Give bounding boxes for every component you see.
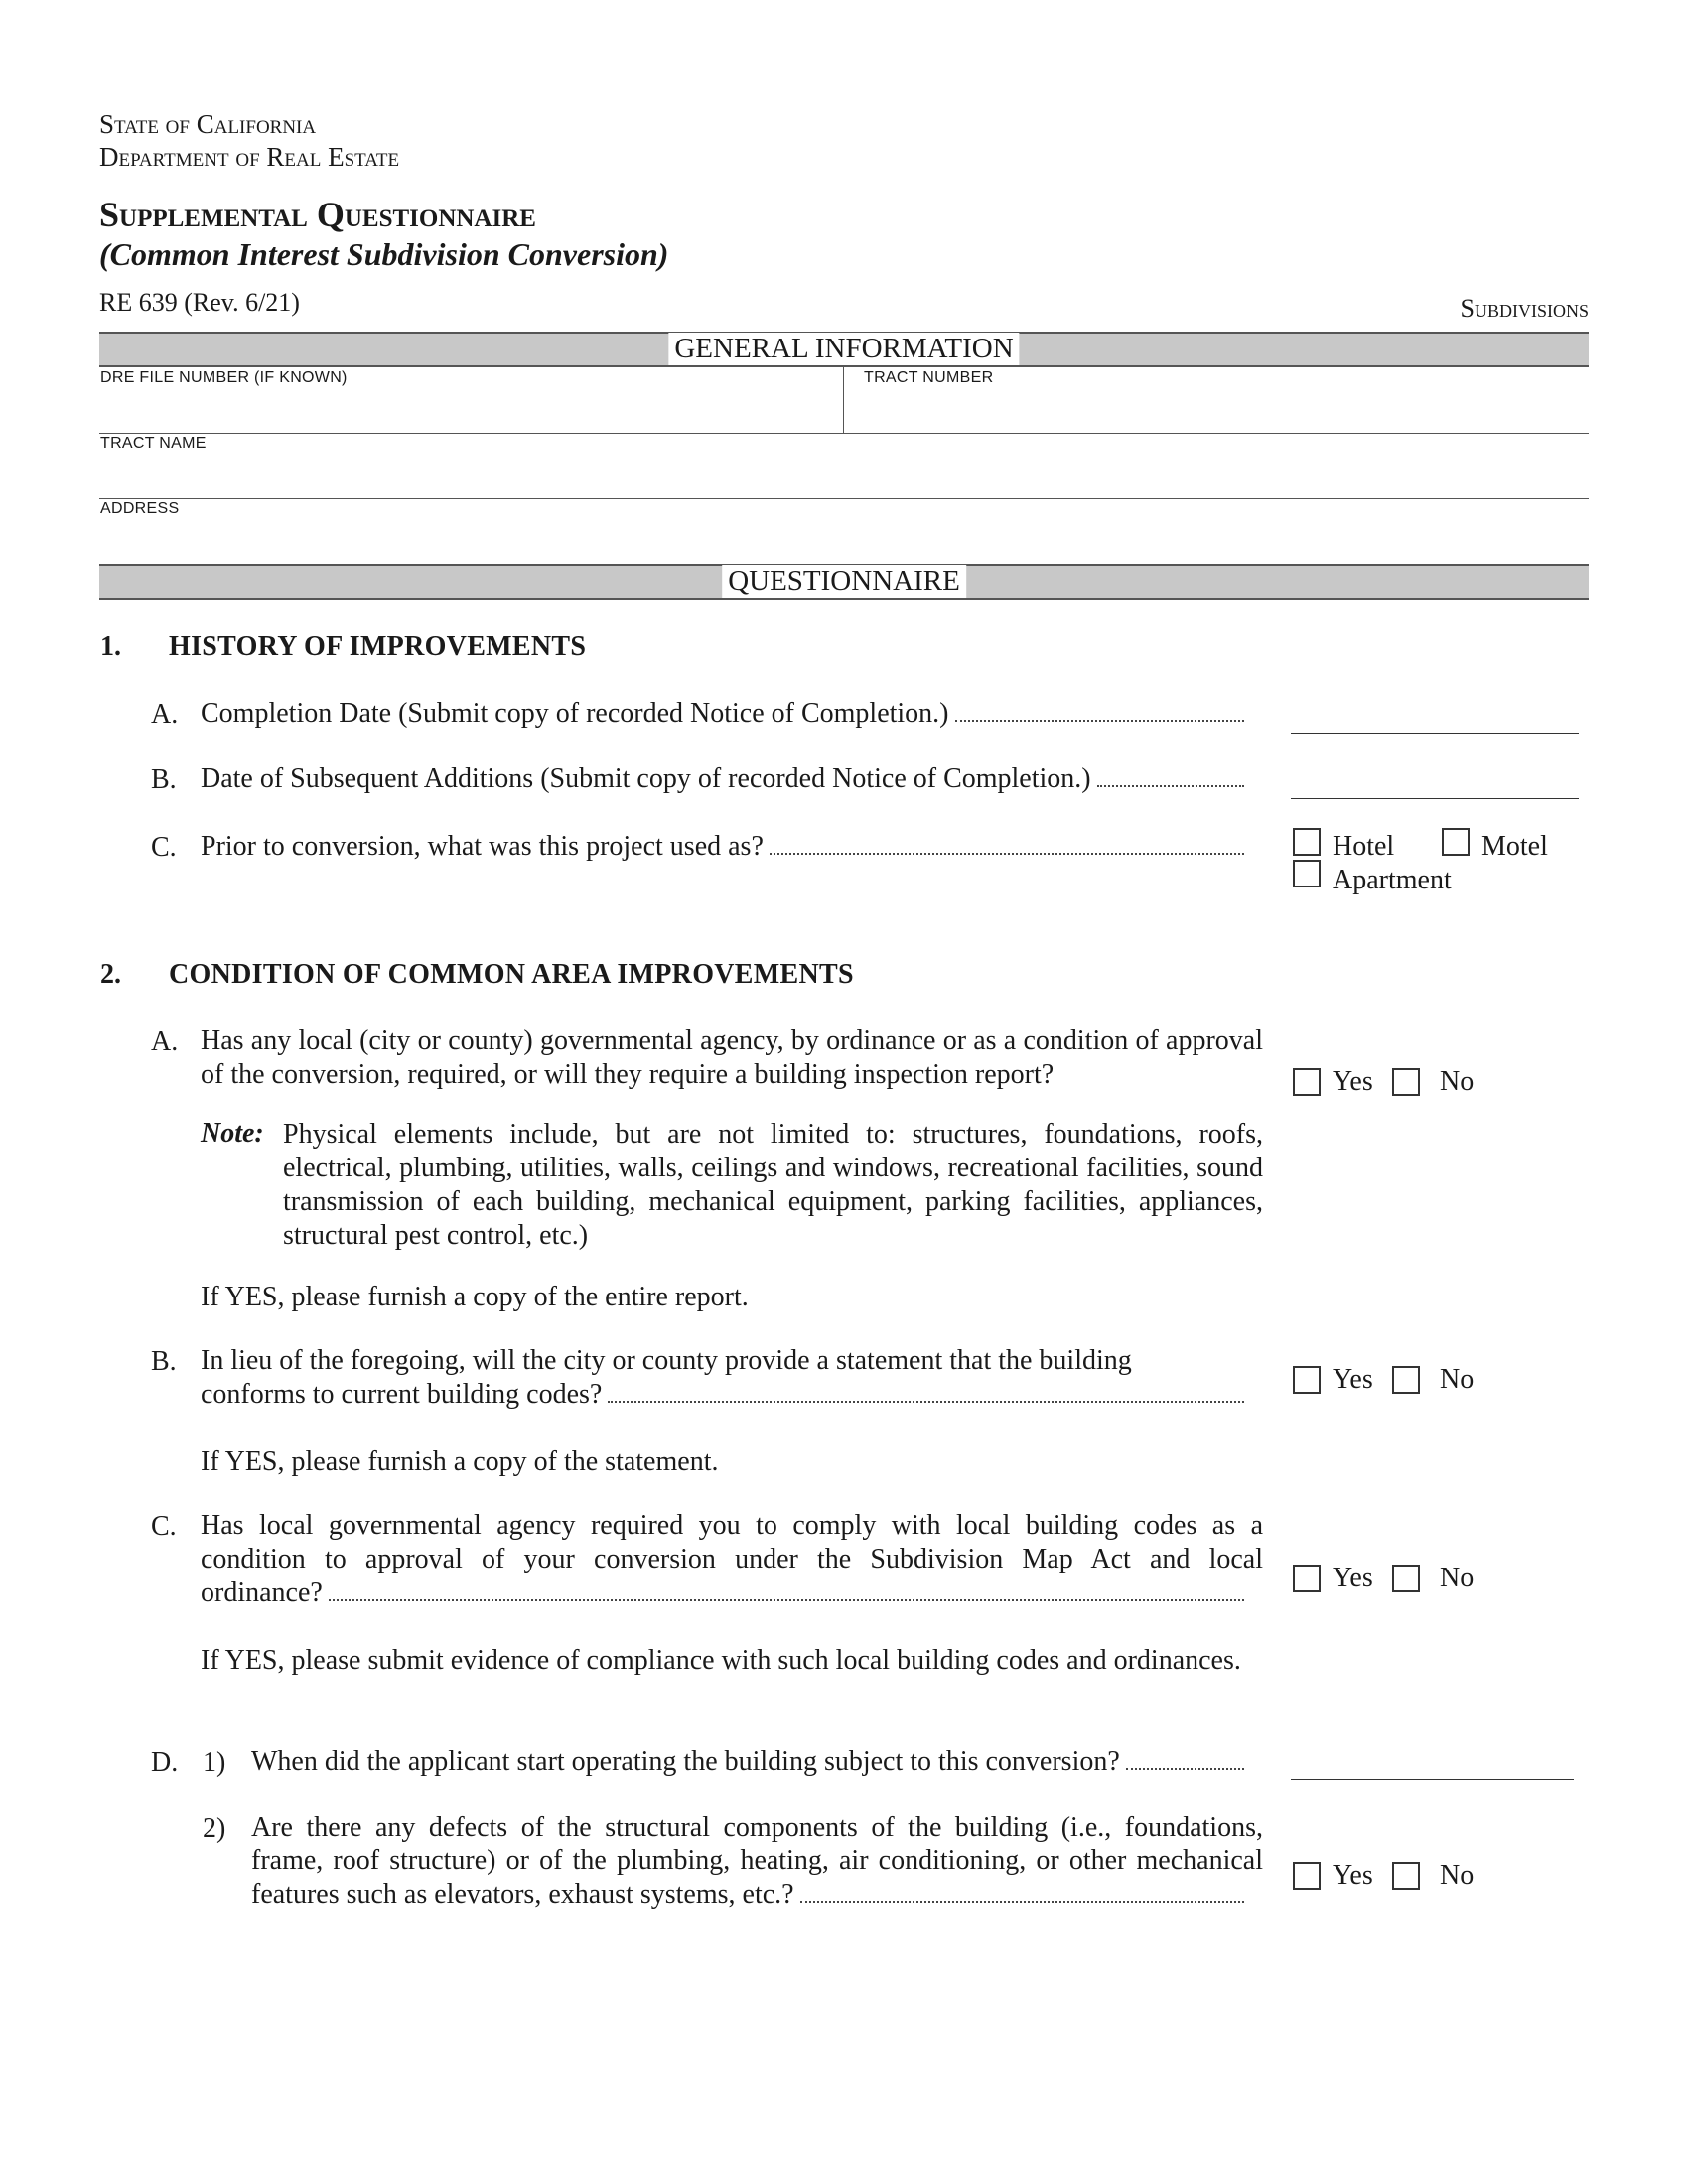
- operation-start-date-field[interactable]: [1291, 1779, 1574, 1780]
- department-name: Department of Real Estate: [99, 142, 400, 172]
- question-2d2-text: features such as elevators, exhaust systems, etc.?: [251, 1879, 794, 1910]
- question-2c-yes-label: Yes: [1333, 1563, 1373, 1593]
- question-2c-no-label: No: [1440, 1563, 1475, 1593]
- question-1b-text: Date of Subsequent Additions (Submit copy of recorded Notice of Completion.): [201, 763, 1091, 794]
- questionnaire-heading: QUESTIONNAIRE: [722, 565, 966, 598]
- question-2c-letter: C.: [151, 1511, 177, 1542]
- question-2d-letter: D.: [151, 1747, 179, 1778]
- form-subtitle: (Common Interest Subdivision Conversion): [99, 236, 669, 272]
- question-2b-no-checkbox[interactable]: [1392, 1366, 1420, 1394]
- apartment-label: Apartment: [1333, 865, 1452, 895]
- question-2a-yes-checkbox[interactable]: [1293, 1068, 1321, 1096]
- note-text: Physical elements include, but are not limited to: structures, foundations, roofs, electrical, plumbing, utilities, walls, ceilings and windows, recreational facilities, sound transmission of each building, mechanical equipment, parking facilities, appliances, structural pest control, etc.): [283, 1119, 1263, 1251]
- question-2d1-text: When did the applicant start operating the building subject to this conversion?: [251, 1746, 1120, 1777]
- question-1c-text: Prior to conversion, what was this project used as?: [201, 831, 764, 862]
- questionnaire-band: [99, 564, 1589, 600]
- question-2a-text: Has any local (city or county) governmental agency, by ordinance or as a condition of approval of the conversion, required, or will they require a building inspection report?: [201, 1025, 1263, 1090]
- form-number: RE 639 (Rev. 6/21): [99, 288, 300, 317]
- field-divider: [843, 366, 844, 433]
- question-2a-followup: If YES, please furnish a copy of the entire report.: [201, 1282, 749, 1312]
- section-1-number: 1.: [100, 631, 121, 662]
- dot-leader: [1126, 1768, 1244, 1770]
- section-2-number: 2.: [100, 959, 121, 990]
- question-2c-no-checkbox[interactable]: [1392, 1565, 1420, 1592]
- dot-leader: [955, 720, 1245, 722]
- divider: [99, 433, 1589, 434]
- dot-leader: [770, 853, 1244, 855]
- question-2d2-lines: Are there any defects of the structural components of the building (i.e., foundations, frame, roof structure) or of the plumbing, heating, air conditioning, or other mechanical: [251, 1812, 1263, 1876]
- tract-name-field[interactable]: [100, 455, 1587, 496]
- question-2d2-number: 2): [203, 1813, 226, 1843]
- question-2b-yes-checkbox[interactable]: [1293, 1366, 1321, 1394]
- question-2a-letter: A.: [151, 1026, 179, 1057]
- tract-name-label: TRACT NAME: [100, 435, 207, 452]
- question-2d2-no-label: No: [1440, 1860, 1475, 1891]
- question-2c-followup: If YES, please submit evidence of compliance with such local building codes and ordinances.: [201, 1645, 1241, 1676]
- question-2d2-last-line: [251, 1878, 1248, 1912]
- question-2a-no-checkbox[interactable]: [1392, 1068, 1420, 1096]
- question-2d2-no-checkbox[interactable]: [1392, 1862, 1420, 1890]
- address-field[interactable]: [100, 520, 1587, 562]
- hotel-label: Hotel: [1333, 831, 1395, 862]
- question-2d2-yes-label: Yes: [1333, 1860, 1373, 1891]
- dre-file-number-label: DRE FILE NUMBER (IF KNOWN): [100, 369, 348, 386]
- question-2d2-yes-checkbox[interactable]: [1293, 1862, 1321, 1890]
- question-2a-no-label: No: [1440, 1066, 1475, 1097]
- general-information-band: [99, 332, 1589, 367]
- agency-name: State of California: [99, 109, 317, 139]
- question-1c: [201, 830, 1248, 864]
- section-2-title: CONDITION OF COMMON AREA IMPROVEMENTS: [169, 959, 854, 990]
- question-2b-yes-label: Yes: [1333, 1364, 1373, 1395]
- question-2d1: [251, 1745, 1248, 1779]
- dot-leader: [800, 1901, 1244, 1903]
- division-label: Subdivisions: [1460, 294, 1589, 323]
- question-2a-yes-label: Yes: [1333, 1066, 1373, 1097]
- note-label: Note:: [201, 1118, 264, 1149]
- question-2c-yes-checkbox[interactable]: [1293, 1565, 1321, 1592]
- hotel-checkbox[interactable]: [1293, 828, 1321, 856]
- question-2b-text: conforms to current building codes?: [201, 1379, 603, 1410]
- divider: [99, 498, 1589, 499]
- question-2b-letter: B.: [151, 1346, 177, 1377]
- tract-number-field[interactable]: [864, 389, 1587, 431]
- question-2b-line1: In lieu of the foregoing, will the city or county provide a statement that the building: [201, 1345, 1132, 1376]
- question-2c-lines: Has local governmental agency required you to comply with local building codes as a condition to approval of your conversion under the Subdivision Map Act and local: [201, 1510, 1263, 1574]
- question-2c-last-line: [201, 1576, 1248, 1610]
- question-1c-letter: C.: [151, 832, 177, 863]
- general-information-heading: GENERAL INFORMATION: [668, 333, 1019, 365]
- address-label: ADDRESS: [100, 500, 180, 517]
- question-1b: [201, 762, 1248, 796]
- dot-leader: [1097, 785, 1244, 787]
- question-2b-followup: If YES, please furnish a copy of the statement.: [201, 1446, 719, 1477]
- question-2c-text: ordinance?: [201, 1577, 323, 1608]
- section-1-title: HISTORY OF IMPROVEMENTS: [169, 631, 587, 662]
- motel-checkbox[interactable]: [1442, 828, 1470, 856]
- question-1a-text: Completion Date (Submit copy of recorded Notice of Completion.): [201, 698, 949, 729]
- question-1a-letter: A.: [151, 699, 179, 730]
- dot-leader: [329, 1599, 1244, 1601]
- question-2b-line2: [201, 1378, 1248, 1412]
- question-2d1-number: 1): [203, 1747, 226, 1778]
- question-1a: [201, 697, 1248, 731]
- apartment-checkbox[interactable]: [1293, 860, 1321, 887]
- dre-file-number-field[interactable]: [100, 389, 840, 431]
- tract-number-label: TRACT NUMBER: [864, 369, 994, 386]
- subsequent-additions-date-field[interactable]: [1291, 798, 1579, 799]
- form-title: Supplemental Questionnaire: [99, 195, 536, 234]
- completion-date-field[interactable]: [1291, 733, 1579, 734]
- question-2b-no-label: No: [1440, 1364, 1475, 1395]
- dot-leader: [608, 1401, 1244, 1403]
- question-1b-letter: B.: [151, 764, 177, 795]
- motel-label: Motel: [1481, 831, 1548, 862]
